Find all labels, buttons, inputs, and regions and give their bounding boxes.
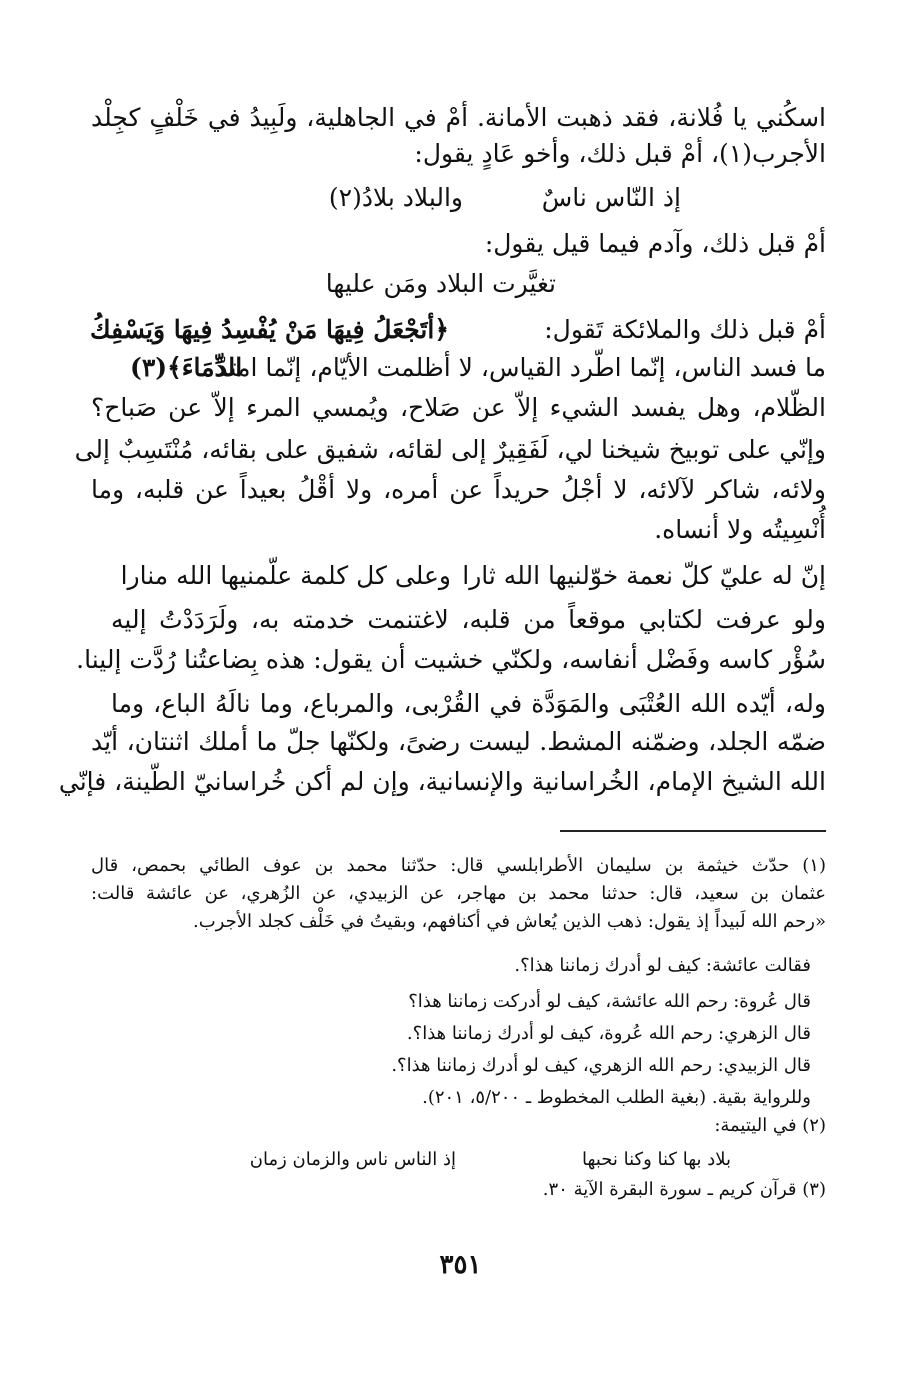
body-line-10: ولائه، شاكر لآلائه، لا أجْلُ حريداً عن أمره، ولا أقْلُ بعيداً عن قلبه، وما xyxy=(91,475,826,504)
footnote-1-line-8: وللرواية بقية. (بغية الطلب المخطوط ـ ٥/٢٠٠، ٢٠١). xyxy=(422,1087,811,1108)
body-line-8: الظّلام، وهل يفسد الشيء إلاّ عن صَلاح، ويُمسي المرء إلاّ عن صَباح؟ xyxy=(91,393,827,422)
quran-quote-end: الدِّمَاءَ﴾(٣) xyxy=(130,353,243,382)
verse-3-first-hemistich: إنّ له عليّ كلّ نعمة خوّلنيها الله ثارا xyxy=(462,561,826,590)
footnote-2-verse-first-hemistich: بلاد بها كنا وكنا نحبها xyxy=(582,1149,731,1170)
verse-1-second-hemistich: والبلاد بلادُ(٢) xyxy=(328,183,463,212)
body-line-2: الأجرب(١)، أمْ قبل ذلك، وأخو عَادٍ يقول: xyxy=(414,139,826,168)
body-line-1: اسكُني يا فُلانة، فقد ذهبت الأمانة. أمْ في الجاهلية، ولَبِيدُ في خَلْفٍ كجِلْد xyxy=(91,103,826,132)
footnote-1-line-7: قال الزبيدي: رحم الله الزهري، كيف لو أدرك زماننا هذا؟. xyxy=(391,1055,811,1076)
footnote-2-heading: (٢) في اليتيمة: xyxy=(714,1115,826,1136)
body-line-16: ضمّه الجلد، وضمّنه المشط. ليست رضىً، ولكنّها جلّ ما أملك اثنتان، أيّد xyxy=(91,727,826,756)
body-line-14: سُؤْر كاسه وفَضْل أنفاسه، ولكنّي خشيت أن يقول: هذه بِضاعتُنا رُدَّت إلينا. xyxy=(76,645,826,674)
body-line-4: أمْ قبل ذلك، وآدم فيما قيل يقول: xyxy=(484,229,826,258)
body-line-15: وله، أيّده الله العُتْبَى والمَوَدَّة في القُرْبى، والمرباع، وما نالَهُ الباع، وما xyxy=(111,689,826,718)
footnote-1-line-5: قال عُروة: رحم الله عائشة، كيف لو أدركت زماننا هذا؟ xyxy=(408,991,811,1012)
body-line-9: وإنّي على توبيخ شيخنا لي، لَفَقِيرٌ إلى لقائه، شفيق على بقائه، مُنْتَسِبٌ إلى xyxy=(74,435,826,464)
body-line-13: ولو عرفت لكتابي موقعاً من قلبه، لاغتنمت خدمته به، ولَرَدَدْتُ إليه xyxy=(111,605,826,634)
footnote-1-line-1: (١) حدّث خيثمة بن سليمان الأطرابلسي قال: حدّثنا محمد بن عوف الطائي بحمص، قال xyxy=(91,855,826,876)
footnote-1-line-4: فقالت عائشة: كيف لو أدرك زماننا هذا؟. xyxy=(514,955,811,976)
body-line-17: الله الشيخ الإمام، الخُراسانية والإنسانية، وإن لم أكن خُراسانيّ الطّينة، فإنّي xyxy=(58,767,826,796)
page-number: ٣٥١ xyxy=(439,1250,482,1280)
body-line-6-text: أمْ قبل ذلك والملائكة تَقول: xyxy=(544,315,826,344)
footnote-2-verse-second-hemistich: إذ الناس ناس والزمان زمان xyxy=(249,1149,456,1170)
footnote-1-line-6: قال الزهري: رحم الله عُروة، كيف لو أدرك زماننا هذا؟. xyxy=(406,1023,811,1044)
body-line-11: أُنْسِيتُه ولا أنساه. xyxy=(654,515,826,544)
verse-3-second-hemistich: وعلى كل كلمة علّمنيها الله منارا xyxy=(120,561,451,590)
verse-1-first-hemistich: إذ النّاس ناسٌ xyxy=(541,183,681,212)
body-line-7: ما فسد الناس، إنّما اطّرد القياس، لا أظلمت الأيّام، إنّما امتدّ xyxy=(216,353,826,382)
footnote-1-line-2: عثمان بن سعيد، قال: حدثنا محمد بن مهاجر، عن الزبيدي، عن الزُهري، عن عائشة قالت: xyxy=(91,883,826,904)
verse-2: تغيَّرت البلاد ومَن عليها xyxy=(325,269,556,298)
quran-quote-start: ﴿أتَجْعَلُ فِيهَا مَنْ يُفْسِدُ فِيهَا وَيَسْفِكُ xyxy=(90,315,449,344)
footnote-3: (٣) قرآن كريم ـ سورة البقرة الآية ٣٠. xyxy=(542,1179,826,1200)
footnote-separator xyxy=(560,830,826,832)
footnote-1-line-3: «رحم الله لَبيداً إذ يقول: ذهب الذين يُعاش في أكنافهم، وبقيتُ في خَلْف كجلد الأجرب. xyxy=(193,911,826,932)
